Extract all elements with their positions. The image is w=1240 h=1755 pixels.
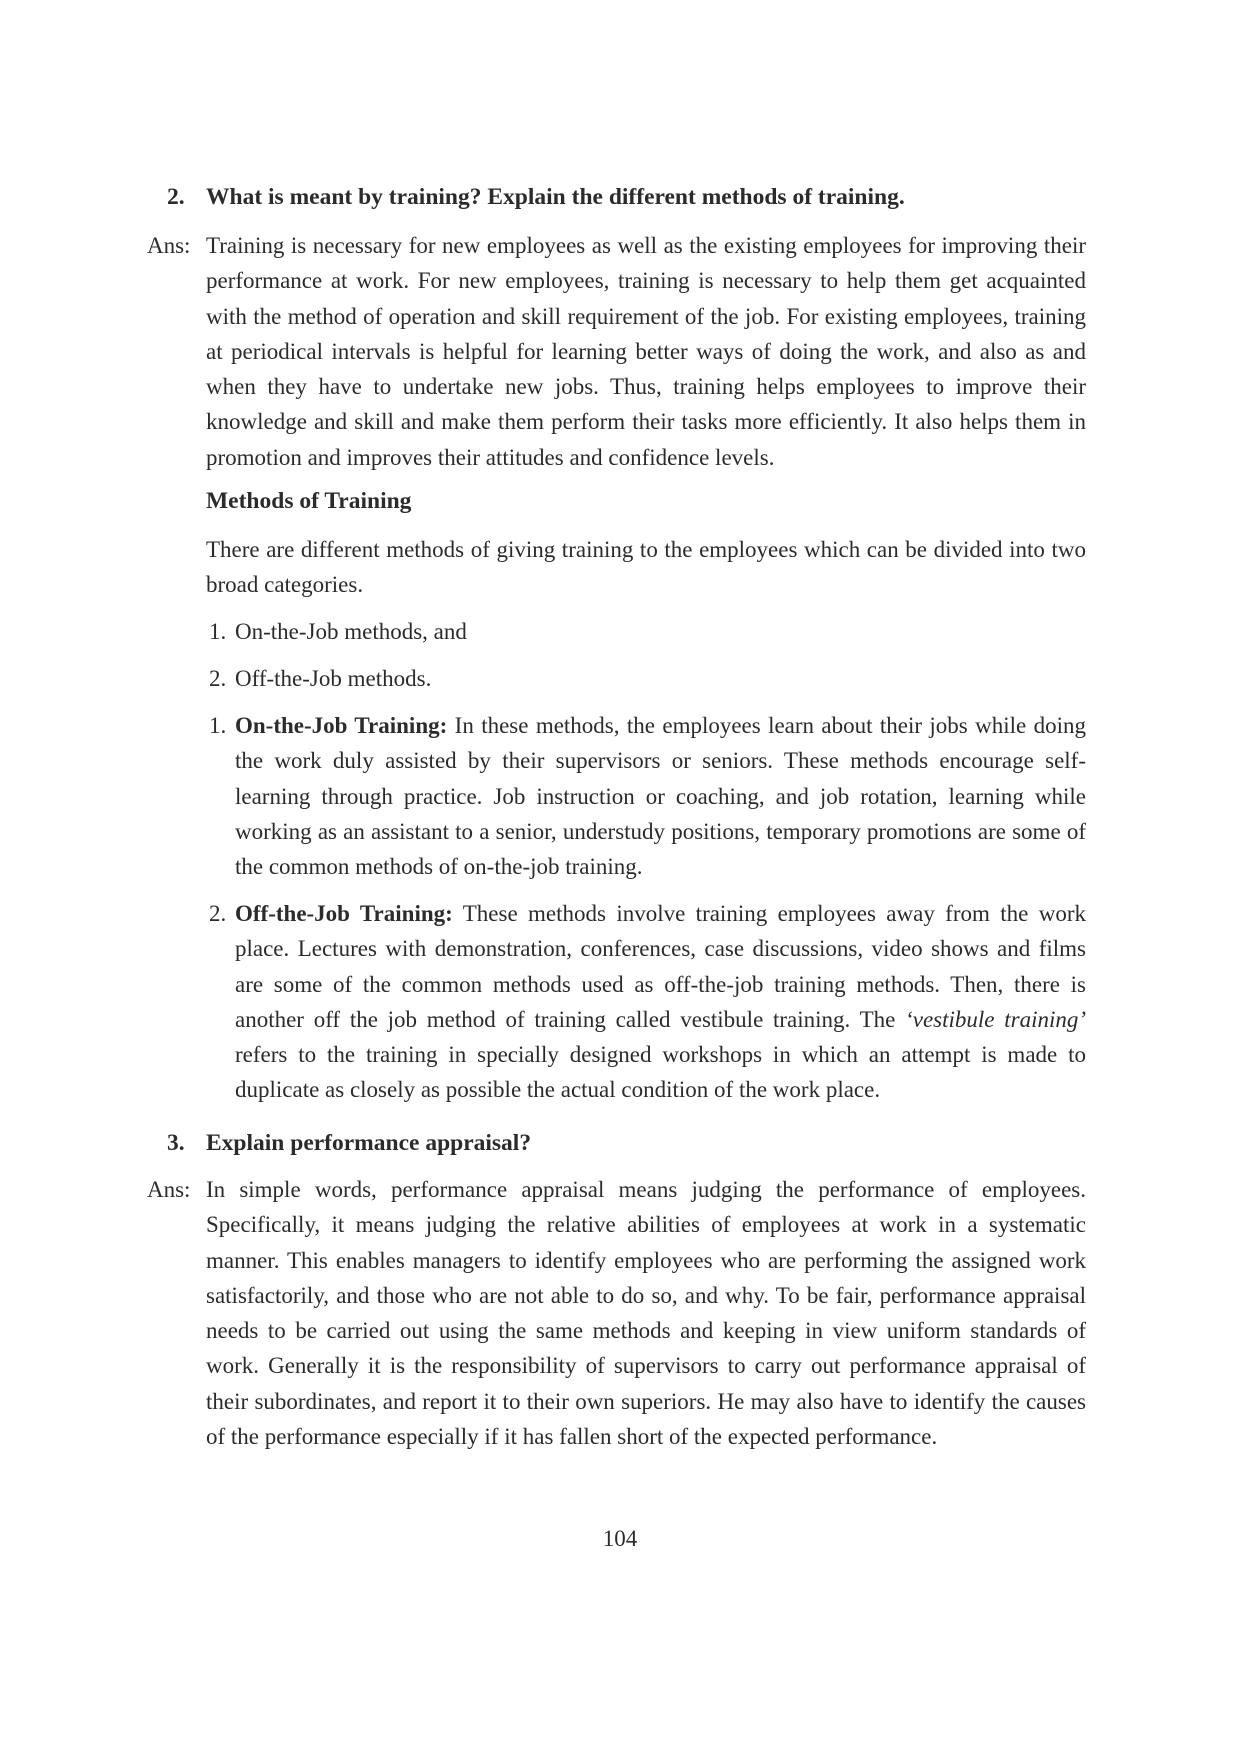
detail-number: 1. bbox=[209, 713, 227, 738]
category-number: 1. bbox=[209, 619, 227, 644]
category-number: 2. bbox=[209, 666, 227, 691]
question-3-number: 3. bbox=[167, 1130, 185, 1156]
answer-3-text: In simple words, performance appraisal means judging the performance of employees. Specifically, it means judging the relative abilities of employees at work in a systematic manner. This enables managers to identify employees who are performing the assigned work satisfactorily, and those who are not able to do so, and why. To be fair, performance appraisal needs to be carried out using the same methods and keeping in view uniform standards of work. Generally it is the responsibility of supervisors to carry out performance appraisal of their subordinates, and report it to their own superiors. He may also have to identify the causes of the performance especially if it has fallen short of the expected performance. bbox=[206, 1177, 1086, 1450]
detail-title: On-the-Job Training: bbox=[235, 713, 448, 738]
answer-3-label: Ans: bbox=[147, 1177, 191, 1202]
page-number: 104 bbox=[602, 1526, 638, 1551]
question-2-number: 2. bbox=[167, 184, 185, 210]
detail-number: 2. bbox=[209, 901, 227, 926]
answer-2-intro: Training is necessary for new employees as well as the existing employees for improving their performance at work. For new employees, training is necessary to help them get acquainted with the method of operation and skill requirement of the job. For existing employees, training at periodical intervals is helpful for learning better ways of doing the work, and also as and when they have to undertake new jobs. Thus, training helps employees to improve their knowledge and skill and make them perform their tasks more efficiently. It also helps them in promotion and improves their attitudes and confidence levels. bbox=[206, 233, 1086, 470]
detail-text-before: These methods involve training employees away from the work place. Lectures with demonstration, conferences, case discussions, video shows and films are some of the common methods used as off-the-job training methods. Then, there is another off the job method of training called vestibule training. The bbox=[235, 901, 1086, 1032]
answer-2-label: Ans: bbox=[147, 233, 191, 258]
detail-body bbox=[235, 896, 1086, 1108]
detail-emphasis: ‘vestibule training’ bbox=[905, 1006, 1087, 1032]
category-text: Off-the-Job methods. bbox=[235, 666, 432, 691]
category-text: On-the-Job methods, and bbox=[235, 619, 467, 644]
detail-body bbox=[235, 708, 1086, 884]
question-2-text: What is meant by training? Explain the different methods of training. bbox=[206, 184, 905, 210]
detail-text-after: refers to the training in specially designed workshops in which an attempt is made to duplicate as closely as possible the actual condition of the work place. bbox=[235, 1042, 1086, 1103]
detail-text: In these methods, the employees learn about their jobs while doing the work duly assisted by their supervisors or seniors. These methods encourage self-learning through practice. Job instruction or coaching, and job rotation, learning while working as an assistant to a senior, understudy positions, temporary promotions are some of the common methods of on-the-job training. bbox=[235, 713, 1086, 880]
detail-title: Off-the-Job Training: bbox=[235, 901, 453, 926]
methods-intro: There are different methods of giving training to the employees which can be divided into two broad categories. bbox=[206, 537, 1086, 598]
methods-heading: Methods of Training bbox=[206, 488, 412, 514]
question-3-text: Explain performance appraisal? bbox=[206, 1130, 532, 1156]
